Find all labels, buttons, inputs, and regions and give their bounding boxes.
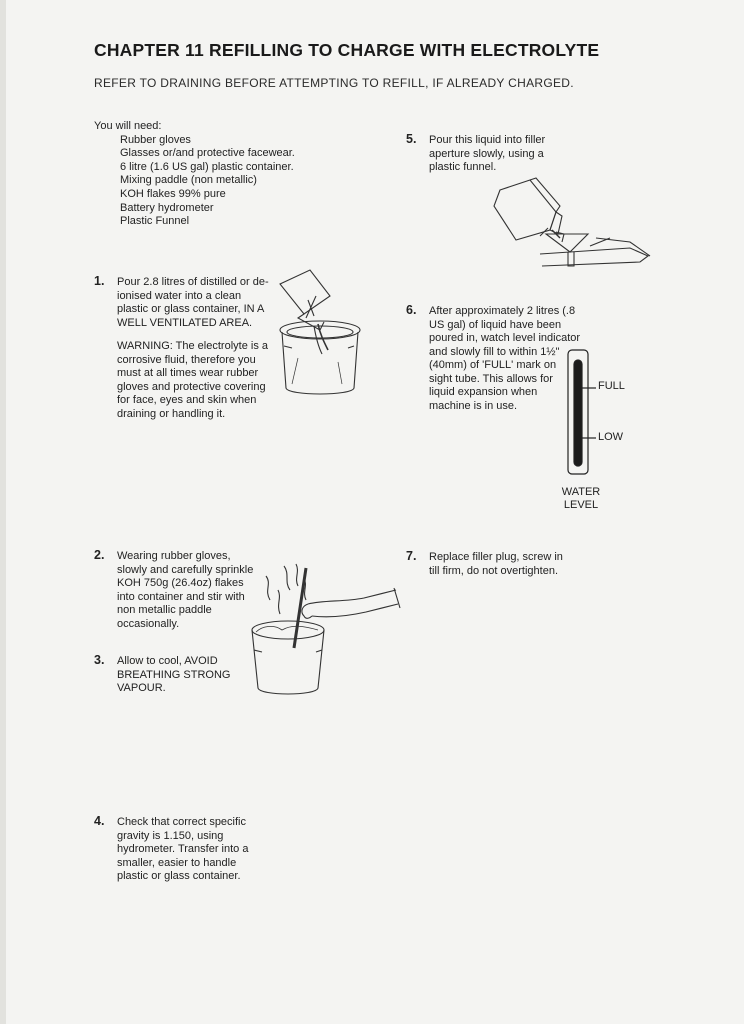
- requirements-list: [94, 120, 295, 229]
- requirement-item: 6 litre (1.6 US gal) plastic container.: [120, 160, 294, 173]
- water-level-label: [561, 486, 601, 512]
- step-number: 7.: [406, 549, 417, 563]
- step-text: Pour 2.8 litres of distilled or de-ionised water into a clean plastic or glass container, IN A WELL VENTILATED AREA.: [117, 276, 269, 329]
- step-number: 5.: [406, 132, 417, 146]
- requirement-item: Glasses or/and protective facewear.: [120, 147, 295, 160]
- step-text: Replace filler plug, screw in till firm, do not overtighten.: [429, 551, 563, 577]
- step-text: Check that correct specific gravity is 1.150, using hydrometer. Transfer into a smaller, easier to handle plastic or glass container.: [117, 816, 249, 882]
- level-gauge-illustration: [566, 348, 606, 478]
- step-number: 2.: [94, 548, 105, 562]
- funnel-pouring-illustration: [490, 176, 650, 276]
- stirring-illustration: [244, 560, 404, 700]
- pouring-water-illustration: [258, 266, 368, 416]
- step-text: Pour this liquid into filler aperture slowly, using a plastic funnel.: [429, 134, 546, 173]
- warning-text: WARNING: The electrolyte is a corrosive fluid, therefore you must at all times wear rubber gloves and protective covering for face, eyes and skin when draining or handling it.: [117, 340, 268, 420]
- requirement-item: KOH flakes 99% pure: [120, 187, 226, 200]
- page-title: CHAPTER 11 REFILLING TO CHARGE WITH ELECTROLYTE: [94, 40, 600, 60]
- step-6: [406, 305, 581, 423]
- page-subtitle: REFER TO DRAINING BEFORE ATTEMPTING TO REFILL, IF ALREADY CHARGED.: [94, 76, 574, 90]
- step-4: [94, 816, 258, 894]
- step-1: [94, 276, 274, 431]
- water-level-label-line: WATER: [561, 486, 601, 498]
- step-number: 6.: [406, 303, 417, 317]
- step-number: 4.: [94, 814, 105, 828]
- step-7: [406, 551, 576, 588]
- page-edge: [0, 0, 6, 1024]
- step-text: Allow to cool, AVOID BREATHING STRONG VAPOUR.: [117, 655, 231, 694]
- step-2: [94, 550, 258, 641]
- step-3: [94, 655, 258, 706]
- requirement-item: Battery hydrometer: [120, 201, 214, 214]
- step-text: Wearing rubber gloves, slowly and carefully sprinkle KOH 750g (26.4oz) flakes into container and stir with non metallic paddle occasionally.: [117, 550, 254, 630]
- requirement-item: Rubber gloves: [120, 133, 191, 146]
- water-level-label-line: LEVEL: [563, 499, 599, 511]
- low-mark-label: LOW: [598, 431, 624, 443]
- full-mark-label: FULL: [598, 380, 625, 392]
- step-text: After approximately 2 litres (.8 US gal) of liquid have been poured in, watch level indicator and slowly fill to within 1½" (40mm) of 'FULL' mark on sight tube. This allows for liquid expansion when machine is in use.: [429, 305, 581, 412]
- requirements-heading: You will need:: [94, 120, 162, 132]
- requirement-item: Mixing paddle (non metallic): [120, 174, 257, 187]
- step-number: 3.: [94, 653, 105, 667]
- requirement-item: Plastic Funnel: [120, 215, 190, 228]
- step-number: 1.: [94, 274, 105, 288]
